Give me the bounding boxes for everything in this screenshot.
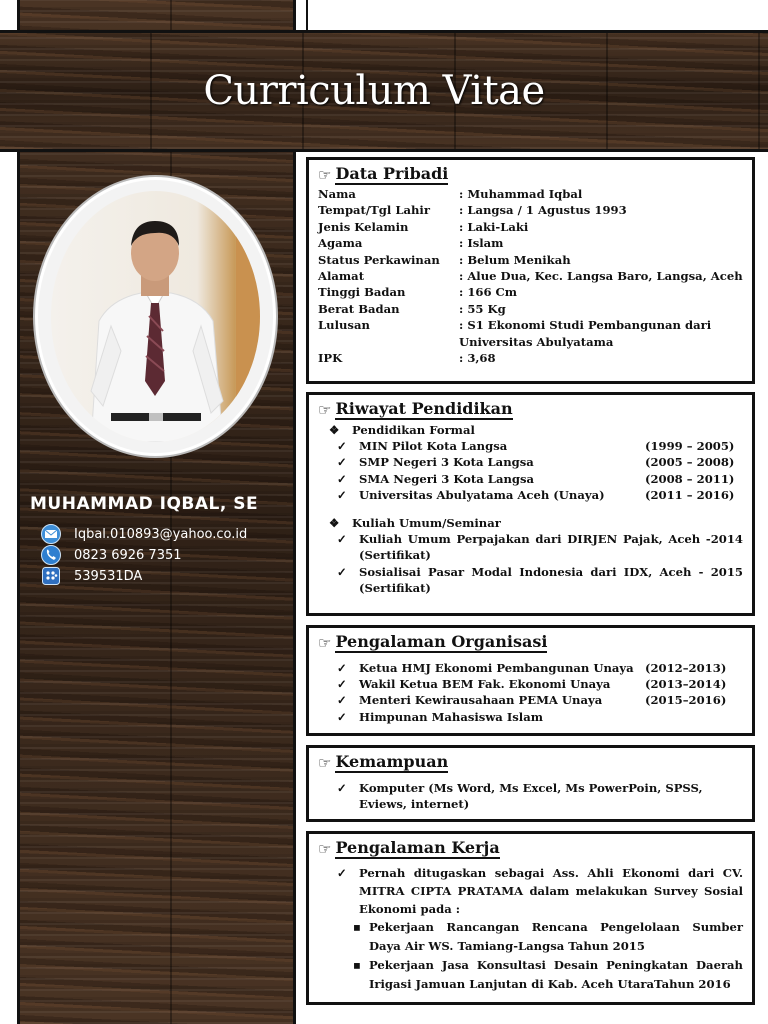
- personal-value: : Muhammad Iqbal: [459, 187, 583, 201]
- personal-data-list: [318, 186, 743, 366]
- item-text: Menteri Kewirausahaan PEMA Unaya: [359, 693, 603, 708]
- pointing-hand-icon: ☞: [318, 634, 332, 652]
- section-header: [318, 632, 743, 654]
- page-title: Curriculum Vitae: [203, 68, 545, 114]
- education-list: [318, 422, 743, 596]
- check-icon: ✓: [337, 439, 347, 454]
- sub-heading: [318, 422, 743, 438]
- personal-row: [318, 284, 743, 300]
- personal-key: Alamat: [318, 269, 365, 284]
- section-education: [306, 392, 755, 616]
- person-name: MUHAMMAD IQBAL, SE: [30, 494, 259, 514]
- item-text: Kuliah Umum Perpajakan dari DIRJEN Pajak, Aceh -2014 (Sertifikat): [359, 532, 743, 563]
- item-year: [645, 709, 743, 725]
- personal-key: Nama: [318, 187, 356, 201]
- project-text: Pekerjaan Jasa Konsultasi Desain Peningkatan Daerah Irigasi Jamuan Lanjutan di Kab. Aceh UtaraTahun 2016: [369, 958, 743, 991]
- personal-key: Tempat/Tgl Lahir: [318, 203, 430, 218]
- item-text: MIN Pilot Kota Langsa: [359, 439, 508, 454]
- personal-value: : Laki-Laki: [459, 219, 529, 234]
- square-bullet-icon: ▪: [353, 920, 361, 934]
- personal-key: Berat Badan: [318, 301, 400, 316]
- list-item: [318, 864, 743, 918]
- personal-key: Jenis Kelamin: [318, 219, 409, 234]
- list-item: [318, 660, 743, 676]
- phone-text: 0823 6926 7351: [74, 547, 182, 563]
- section-organization: [306, 625, 755, 736]
- personal-value: : Islam: [459, 236, 504, 251]
- photo-frame: [33, 175, 278, 458]
- check-icon: ✓: [337, 677, 347, 692]
- top-right-blank: [306, 0, 768, 30]
- personal-row: [318, 202, 743, 218]
- list-item: [318, 780, 743, 812]
- personal-row: [318, 268, 743, 284]
- contact-bbm[interactable]: [40, 566, 142, 586]
- profile-photo: [51, 191, 260, 442]
- list-item: [318, 438, 743, 454]
- check-icon: ✓: [337, 455, 347, 470]
- item-year: (2011 – 2016): [645, 487, 735, 502]
- organization-list: [318, 660, 743, 725]
- item-text: Ketua HMJ Ekonomi Pembangunan Unaya: [359, 661, 634, 675]
- item-year: (1999 – 2005): [645, 439, 735, 454]
- check-icon: ✓: [337, 866, 347, 880]
- contact-phone[interactable]: [40, 545, 182, 565]
- list-item: [318, 454, 743, 470]
- personal-key: IPK: [318, 351, 343, 366]
- list-item: [318, 676, 743, 692]
- list-item: [318, 487, 743, 503]
- section-header: [318, 752, 743, 774]
- sub-heading-text: Kuliah Umum/Seminar: [352, 516, 501, 531]
- section-skills: [306, 745, 755, 822]
- section-work: [306, 831, 755, 1005]
- item-text: Wakil Ketua BEM Fak. Ekonomi Unaya: [359, 677, 611, 692]
- check-icon: ✓: [337, 564, 347, 579]
- personal-value: : Langsa / 1 Agustus 1993: [459, 203, 627, 218]
- item-text: Sosialisai Pasar Modal Indonesia dari IDX, Aceh - 2015 (Sertifikat): [359, 564, 743, 595]
- item-year: (2012–2013): [645, 661, 727, 675]
- pointing-hand-icon: ☞: [318, 401, 332, 419]
- portrait-illustration: [51, 191, 260, 442]
- personal-row: [318, 350, 743, 366]
- bbm-text: 539531DA: [74, 568, 143, 584]
- project-text: Pekerjaan Rancangan Rencana Pengelolaan Sumber Daya Air WS. Tamiang-Langsa Tahun 2015: [369, 920, 743, 953]
- item-year: (2013–2014): [645, 677, 727, 692]
- personal-value: : 3,68: [459, 351, 496, 366]
- personal-value: : Alue Dua, Kec. Langsa Baro, Langsa, Aceh: [459, 269, 743, 284]
- personal-key: Tinggi Badan: [318, 285, 406, 300]
- project-item: [318, 918, 743, 956]
- diamond-bullet-icon: ❖: [329, 516, 340, 531]
- header-band: [0, 30, 768, 152]
- section-title: Riwayat Pendidikan: [335, 399, 513, 418]
- item-year: (2005 – 2008): [645, 455, 735, 470]
- item-text: SMP Negeri 3 Kota Langsa: [359, 455, 534, 470]
- personal-value: Universitas Abulyatama: [459, 334, 614, 349]
- pointing-hand-icon: ☞: [318, 840, 332, 858]
- item-year: (2008 – 2011): [645, 471, 735, 486]
- check-icon: ✓: [337, 532, 347, 547]
- personal-row: [318, 252, 743, 268]
- sub-heading: [318, 515, 743, 531]
- section-header: [318, 164, 743, 186]
- item-year: (2015–2016): [645, 693, 727, 708]
- list-item: [318, 471, 743, 487]
- personal-value: : Belum Menikah: [459, 252, 571, 267]
- section-header: [318, 399, 743, 421]
- item-text: SMA Negeri 3 Kota Langsa: [359, 471, 535, 486]
- personal-value: : 166 Cm: [459, 285, 518, 300]
- check-icon: ✓: [337, 709, 347, 724]
- list-item: [318, 692, 743, 708]
- personal-value: : 55 Kg: [459, 301, 506, 316]
- list-item: [318, 564, 743, 596]
- personal-row: [318, 235, 743, 251]
- pointing-hand-icon: ☞: [318, 754, 332, 772]
- section-title: Data Pribadi: [335, 164, 449, 183]
- diamond-bullet-icon: ❖: [329, 423, 340, 437]
- check-icon: ✓: [337, 693, 347, 708]
- item-text: Universitas Abulyatama Aceh (Unaya): [359, 487, 605, 502]
- email-text: Iqbal.010893@yahoo.co.id: [74, 526, 248, 542]
- personal-key: [318, 334, 459, 350]
- section-title: Pengalaman Organisasi: [335, 632, 548, 651]
- section-title: Pengalaman Kerja: [335, 838, 500, 857]
- personal-row: [318, 317, 743, 333]
- personal-key: Agama: [318, 236, 363, 251]
- square-bullet-icon: ▪: [353, 958, 361, 972]
- personal-key: Status Perkawinan: [318, 252, 440, 267]
- phone-icon: [40, 545, 62, 565]
- section-header: [318, 838, 743, 860]
- work-list: [318, 864, 743, 994]
- email-icon: [40, 524, 62, 544]
- personal-row: [318, 334, 743, 350]
- section-personal: [306, 157, 755, 384]
- item-text: Pernah ditugaskan sebagai Ass. Ahli Ekonomi dari CV. MITRA CIPTA PRATAMA dalam melakukan Survey Sosial Ekonomi pada :: [359, 866, 743, 916]
- project-item: [318, 956, 743, 994]
- item-text: Komputer (Ms Word, Ms Excel, Ms PowerPoin, SPSS, Eviews, internet): [359, 781, 703, 812]
- contact-email[interactable]: [40, 524, 247, 544]
- personal-row: [318, 186, 743, 202]
- personal-value: : S1 Ekonomi Studi Pembangunan dari: [459, 318, 712, 333]
- section-title: Kemampuan: [335, 752, 449, 771]
- list-item: [318, 531, 743, 563]
- personal-row: [318, 301, 743, 317]
- sub-heading-text: Pendidikan Formal: [352, 423, 475, 437]
- personal-row: [318, 219, 743, 235]
- check-icon: ✓: [337, 781, 347, 795]
- check-icon: ✓: [337, 487, 347, 502]
- item-text: Himpunan Mahasiswa Islam: [359, 709, 543, 724]
- check-icon: ✓: [337, 471, 347, 486]
- list-item: [318, 709, 743, 725]
- skills-list: [318, 780, 743, 812]
- personal-key: Lulusan: [318, 318, 370, 333]
- bbm-icon: [40, 566, 62, 586]
- pointing-hand-icon: ☞: [318, 166, 332, 184]
- check-icon: ✓: [337, 661, 347, 675]
